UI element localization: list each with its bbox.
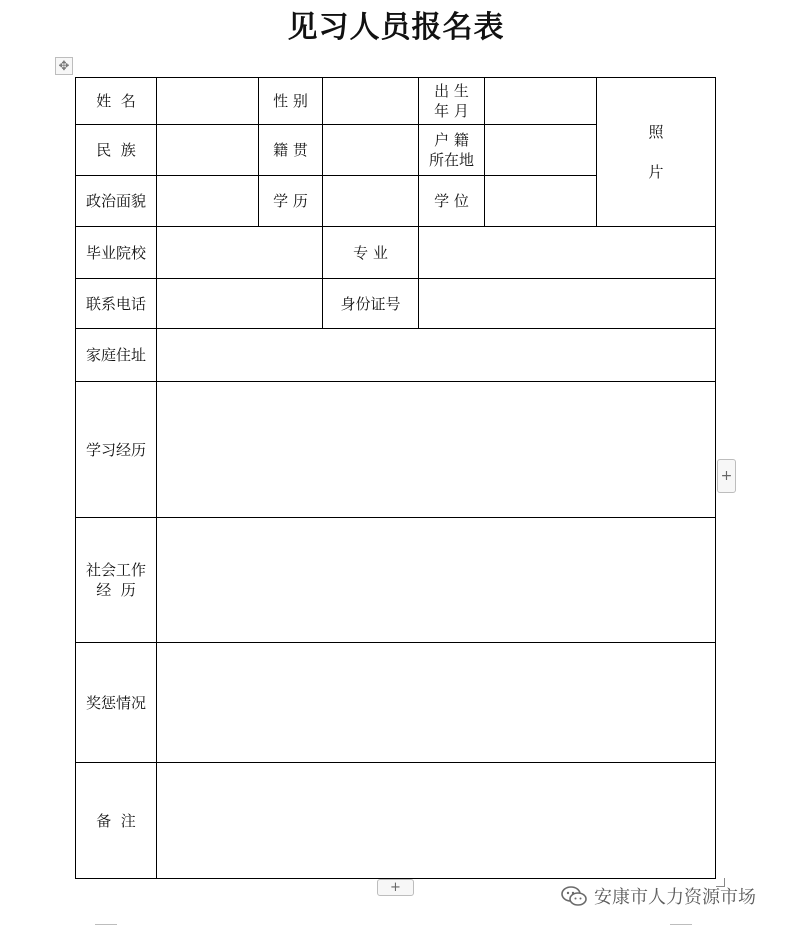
label-native-place: 籍 贯 [259,125,323,176]
label-birth: 出 生 年 月 [419,78,485,125]
field-household[interactable] [485,125,597,176]
watermark [560,883,756,909]
label-political: 政治面貌 [76,176,157,227]
field-political[interactable] [157,176,259,227]
page-edge-mark-right [670,924,692,926]
label-id-number: 身份证号 [323,279,419,329]
field-school[interactable] [157,227,323,279]
field-name[interactable] [157,78,259,125]
label-name: 姓 名 [76,78,157,125]
field-ethnicity[interactable] [157,125,259,176]
field-gender[interactable] [323,78,419,125]
field-degree[interactable] [485,176,597,227]
field-birth[interactable] [485,78,597,125]
field-remarks[interactable] [157,763,716,879]
table-move-handle-icon[interactable]: ✥ [55,57,73,75]
wechat-icon [560,885,588,907]
label-address: 家庭住址 [76,329,157,382]
field-work-history[interactable] [157,518,716,643]
label-degree: 学 位 [419,176,485,227]
field-rewards[interactable] [157,643,716,763]
label-ethnicity: 民 族 [76,125,157,176]
label-study-history: 学习经历 [76,382,157,518]
label-major: 专 业 [323,227,419,279]
photo-box[interactable]: 照 片 [597,78,716,227]
label-phone: 联系电话 [76,279,157,329]
field-major[interactable] [419,227,716,279]
add-column-button[interactable]: + [717,459,736,493]
form-title: 见习人员报名表 [287,10,505,45]
field-id-number[interactable] [419,279,716,329]
label-rewards: 奖惩情况 [76,643,157,763]
label-education: 学 历 [259,176,323,227]
field-address[interactable] [157,329,716,382]
label-work-history: 社会工作 经 历 [76,518,157,643]
add-row-button[interactable]: + [377,879,414,896]
field-study-history[interactable] [157,382,716,518]
field-phone[interactable] [157,279,323,329]
watermark-text: 安康市人力资源市场 [594,887,756,908]
label-household: 户 籍 所在地 [419,125,485,176]
label-gender: 性 别 [259,78,323,125]
field-native-place[interactable] [323,125,419,176]
field-education[interactable] [323,176,419,227]
label-remarks: 备 注 [76,763,157,879]
label-school: 毕业院校 [76,227,157,279]
page-edge-mark-left [95,924,117,926]
registration-form-table [75,77,716,879]
